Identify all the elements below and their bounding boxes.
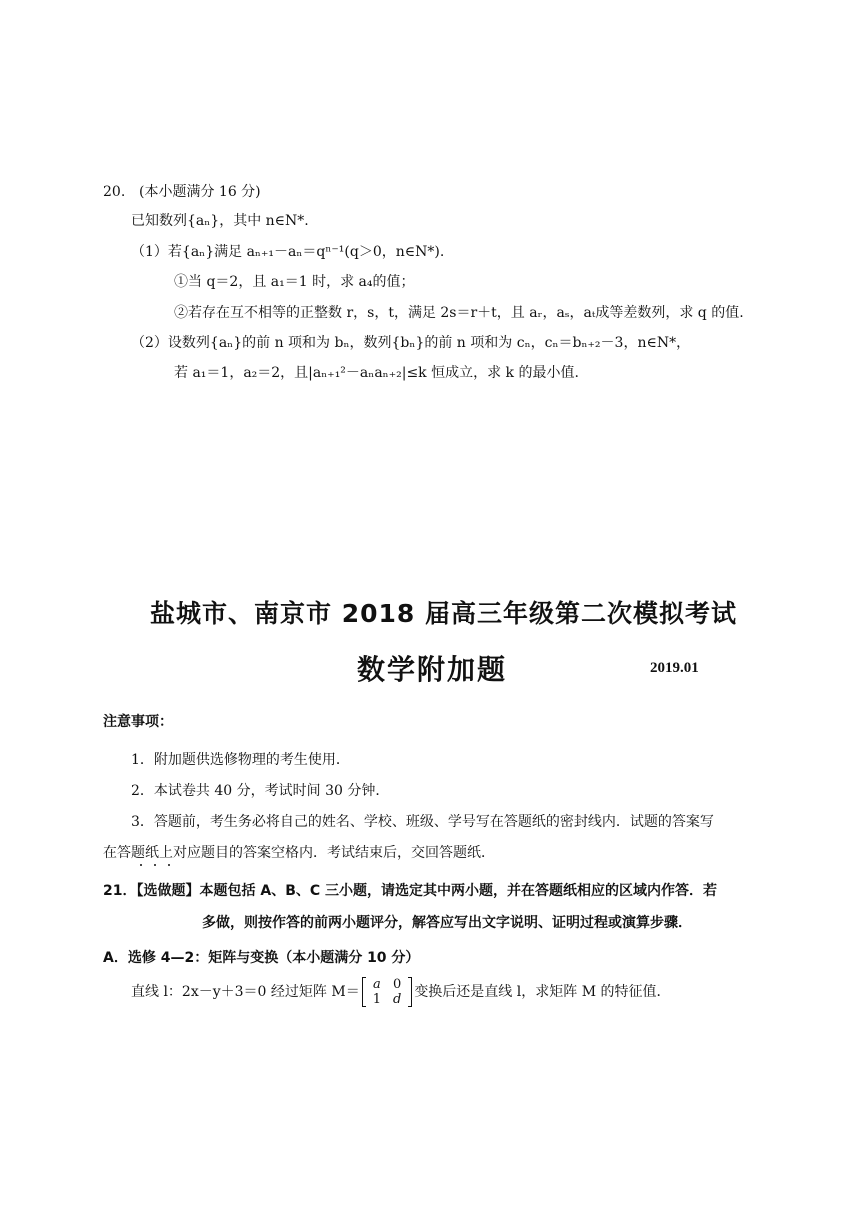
- exam-title: 盐城市、南京市 2018 届高三年级第二次模拟考试: [150, 599, 737, 628]
- q20-part1-label: （1）: [131, 244, 168, 260]
- notice-item-3-cont: 在答题纸上对应题目的答案空格内．考试结束后，交回答题纸．: [103, 845, 495, 861]
- q20-score-note: (本小题满分 16 分): [139, 184, 261, 200]
- notice-heading: 注意事项：: [103, 714, 173, 730]
- notice-item-2: 2．本试卷共 40 分，考试时间 30 分钟．: [131, 783, 390, 799]
- emphasis-dot: [140, 864, 142, 866]
- matrix-cell: 0: [393, 977, 402, 992]
- q21-instructions: 21．【选做题】本题包括 A、B、C 三小题，请选定其中两小题，并在答题纸相应的区域内作答．若: [103, 883, 718, 899]
- matrix-cell: a: [372, 977, 381, 992]
- q20-part2: [131, 335, 690, 351]
- q20-part2-label: （2）: [131, 335, 168, 351]
- q21a-title: A．选修 4—2：矩阵与变换（本小题满分 10 分）: [103, 950, 420, 966]
- q20-sub1: ①当 q＝2，且 a₁＝1 时，求 a₄的值；: [174, 274, 415, 290]
- q20-intro: 已知数列{aₙ}，其中 n∈N*.: [131, 213, 309, 229]
- notice-item-3: 3．答题前，考生务必将自己的姓名、学校、班级、学号写在答题纸的密封线内．试题的答案写: [131, 814, 714, 830]
- exam-date: 2019.01: [650, 660, 699, 676]
- q20-number: 20.: [103, 184, 126, 200]
- q20-part1-text: 若{aₙ}满足 aₙ₊₁－aₙ＝qⁿ⁻¹(q＞0，n∈N*).: [167, 244, 445, 260]
- notice-item-1: 1．附加题供选修物理的考生使用．: [131, 752, 350, 768]
- q20-part1: [131, 244, 444, 260]
- emphasis-dot: [154, 864, 156, 866]
- q20-sub2: ②若存在互不相等的正整数 r，s，t，满足 2s＝r＋t，且 aᵣ，aₛ，aₜ成等差数列，求 q 的值.: [174, 305, 744, 321]
- q21a-text-after-matrix: 变换后还是直线 l，求矩阵 M 的特征值．: [414, 984, 671, 1000]
- exam-subtitle: 数学附加题: [357, 653, 508, 686]
- matrix-cell: d: [392, 992, 402, 1007]
- emphasis-dot: [168, 864, 170, 866]
- q21a-problem: [131, 974, 670, 1010]
- q21-instructions-cont: 多做，则按作答的前两小题评分，解答应写出文字说明、证明过程或演算步骤．: [202, 915, 692, 931]
- q20-part2-text: 设数列{aₙ}的前 n 项和为 bₙ，数列{bₙ}的前 n 项和为 cₙ，cₙ＝bₙ₊₂－3，n∈N*，: [167, 335, 691, 351]
- matrix-cell: 1: [372, 992, 381, 1007]
- q20-part2-condition: 若 a₁＝1，a₂＝2，且|aₙ₊₁²－aₙaₙ₊₂|≤k 恒成立，求 k 的最小值.: [174, 365, 579, 381]
- q21a-text-before-matrix: 直线 l：2x－y＋3＝0 经过矩阵 M＝: [131, 984, 360, 1000]
- matrix-m: [362, 977, 413, 1007]
